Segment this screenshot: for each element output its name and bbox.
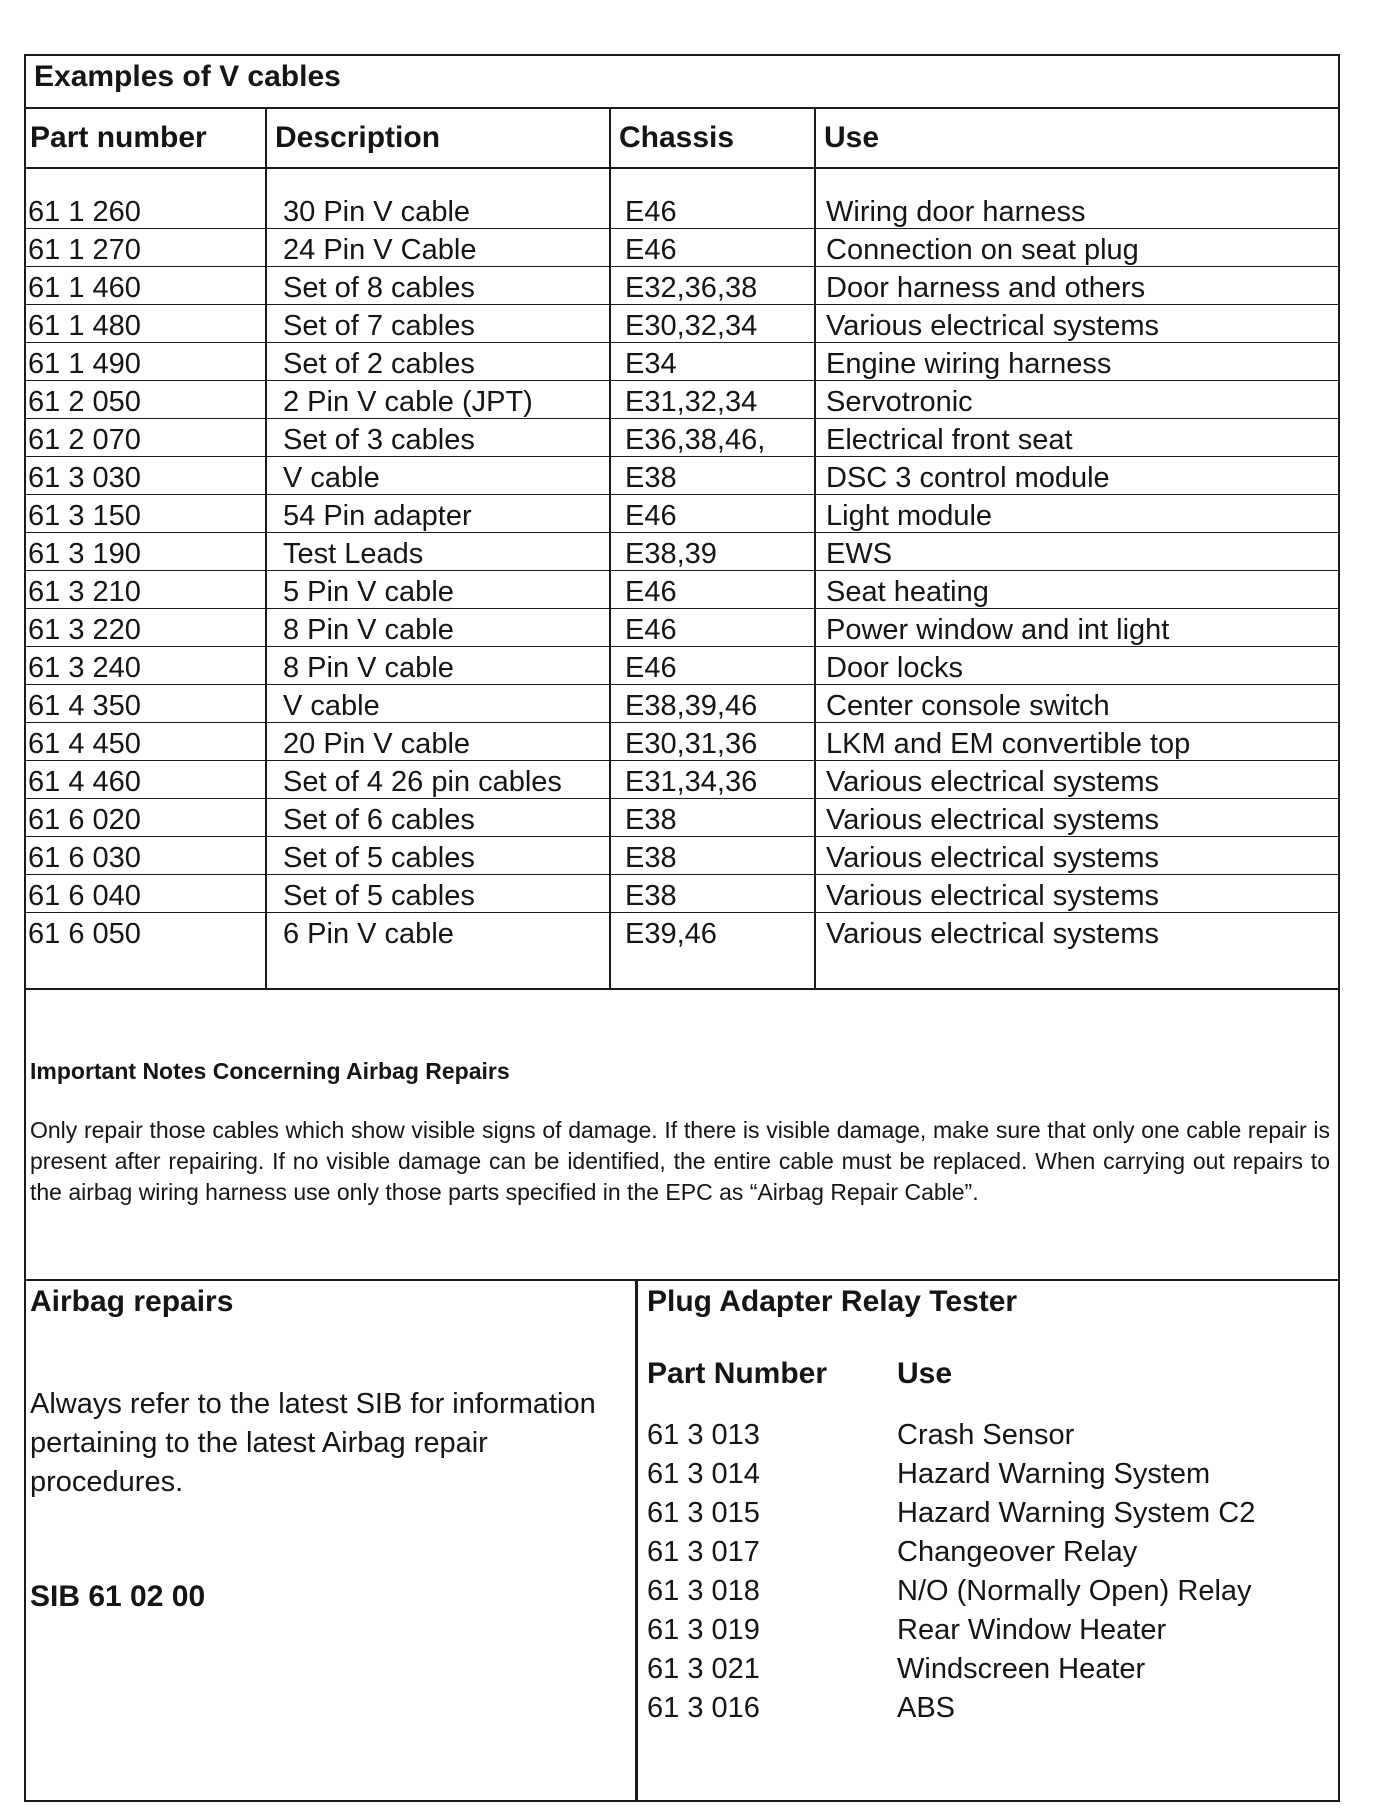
cell-chassis: E30,31,36 [610, 723, 815, 761]
spacer-row [26, 168, 1338, 191]
plug-adapter-header-row [647, 1357, 1255, 1419]
cell-description: Test Leads [266, 533, 610, 571]
cell-chassis: E36,38,46, [610, 419, 815, 457]
table-row [26, 609, 1338, 647]
cell-part-number: 61 3 016 [647, 1692, 760, 1724]
table-row [26, 723, 1338, 761]
airbag-repairs-panel [26, 1281, 638, 1802]
cell-part-number: 61 1 270 [26, 229, 266, 267]
v-cables-header-row [26, 109, 1338, 168]
cell-chassis: E38 [610, 837, 815, 875]
cell-description: V cable [266, 457, 610, 495]
table-row [647, 1614, 1255, 1653]
cell-part-number: 61 6 050 [28, 918, 141, 950]
notes-body: Only repair those cables which show visible signs of damage. If there is visible damage, make sure that only one cable repair is present after repairing. If no visible damage can be identified, the entire cable must be replaced. When carrying out repairs to the airbag wiring harness use only those parts specified in the EPC as “Airbag Repair Cable”. [30, 1117, 1330, 1205]
cell-part-number: 61 1 460 [26, 267, 266, 305]
cell-part-number: 61 4 350 [26, 685, 266, 723]
cell-part-number: 61 3 014 [647, 1458, 760, 1490]
cell-description: 6 Pin V cable [266, 913, 610, 951]
plug-adapter-heading: Plug Adapter Relay Tester [647, 1285, 1018, 1318]
cell-use: Crash Sensor [897, 1419, 1075, 1451]
cell-use: Door harness and others [815, 267, 1338, 305]
cell-part-number: 61 3 015 [647, 1497, 760, 1529]
cell-description: Set of 7 cables [266, 305, 610, 343]
airbag-repairs-text: Always refer to the latest SIB for information pertaining to the latest Airbag repair procedures. [30, 1388, 596, 1498]
cell-part-number: 61 3 018 [647, 1575, 760, 1607]
cell-part-number: 61 2 070 [26, 419, 266, 457]
cell-description: Set of 4 26 pin cables [266, 761, 610, 799]
cell-use: Various electrical systems [815, 875, 1338, 913]
cell-description: Set of 2 cables [266, 343, 610, 381]
cell-use: N/O (Normally Open) Relay [897, 1575, 1252, 1607]
cell-description: V cable [266, 685, 610, 723]
cell-chassis: E38,39,46 [610, 685, 815, 723]
cell-part-number: 61 2 050 [26, 381, 266, 419]
table-row [26, 875, 1338, 913]
table-row [647, 1497, 1255, 1536]
table-row [647, 1458, 1255, 1497]
cell-part-number: 61 3 013 [647, 1419, 760, 1451]
document-page [24, 54, 1340, 1802]
cell-chassis: E46 [610, 571, 815, 609]
cell-chassis: E32,36,38 [610, 267, 815, 305]
cell-part-number: 61 1 480 [26, 305, 266, 343]
cell-chassis: E46 [610, 191, 815, 229]
cell-chassis: E31,34,36 [610, 761, 815, 799]
cell-chassis: E34 [610, 343, 815, 381]
cell-use: Hazard Warning System C2 [897, 1497, 1256, 1529]
plug-adapter-panel [641, 1281, 1338, 1810]
table-row [26, 799, 1338, 837]
plug-adapter-table [647, 1357, 1255, 1731]
airbag-notes [30, 1056, 1330, 1208]
cell-use: Engine wiring harness [815, 343, 1338, 381]
cell-use: Seat heating [815, 571, 1338, 609]
table-row [26, 267, 1338, 305]
cell-use: Various electrical systems [815, 305, 1338, 343]
cell-description: Set of 5 cables [266, 837, 610, 875]
cell-use: DSC 3 control module [815, 457, 1338, 495]
notes-heading: Important Notes Concerning Airbag Repairs [30, 1058, 510, 1084]
cell-part-number: 61 3 220 [26, 609, 266, 647]
cell-part-number: 61 3 019 [647, 1614, 760, 1646]
cell-part-number: 61 3 150 [26, 495, 266, 533]
cell-use: Connection on seat plug [815, 229, 1338, 267]
table-row [647, 1419, 1255, 1458]
cell-part-number: 61 6 020 [26, 799, 266, 837]
cell-description: 30 Pin V cable [266, 191, 610, 229]
table-row [26, 685, 1338, 723]
cell-use: Windscreen Heater [897, 1653, 1146, 1685]
cell-chassis: E46 [610, 609, 815, 647]
cell-part-number: 61 3 021 [647, 1653, 760, 1685]
cell-part-number: 61 4 450 [26, 723, 266, 761]
v-cables-title: Examples of V cables [26, 56, 1338, 109]
column-header-use: Use [815, 109, 1338, 168]
cell-use: Various electrical systems [815, 799, 1338, 837]
cell-description: Set of 6 cables [266, 799, 610, 837]
cell-use: Various electrical systems [815, 913, 1338, 951]
cell-chassis: E46 [610, 229, 815, 267]
sib-reference: SIB 61 02 00 [30, 1580, 206, 1613]
cell-use: Various electrical systems [815, 761, 1338, 799]
cell-description: 8 Pin V cable [266, 647, 610, 685]
cell-use: EWS [815, 533, 1338, 571]
table-row [26, 837, 1338, 875]
airbag-repairs-heading: Airbag repairs [30, 1285, 234, 1318]
cell-use: Servotronic [815, 381, 1338, 419]
cell-chassis: E30,32,34 [610, 305, 815, 343]
column-header-description: Description [266, 109, 610, 168]
cell-chassis: E46 [610, 495, 815, 533]
column-header-use: Use [897, 1357, 953, 1390]
cell-part-number: 61 3 240 [26, 647, 266, 685]
cell-chassis: E46 [610, 647, 815, 685]
cell-description: 20 Pin V cable [266, 723, 610, 761]
cell-part-number: 61 6 030 [26, 837, 266, 875]
table-row [26, 457, 1338, 495]
table-row [647, 1575, 1255, 1614]
cell-chassis: E38,39 [610, 533, 815, 571]
cell-use: Changeover Relay [897, 1536, 1138, 1568]
cell-use: Various electrical systems [815, 837, 1338, 875]
cell-use: Electrical front seat [815, 419, 1338, 457]
column-header-chassis: Chassis [610, 109, 815, 168]
cell-chassis: E38 [610, 799, 815, 837]
cell-part-number: 61 6 040 [26, 875, 266, 913]
table-row [26, 761, 1338, 799]
cell-chassis: E31,32,34 [610, 381, 815, 419]
cell-description: 8 Pin V cable [266, 609, 610, 647]
table-row [26, 343, 1338, 381]
cell-description: 54 Pin adapter [266, 495, 610, 533]
cell-use: Light module [815, 495, 1338, 533]
cell-part-number: 61 3 210 [26, 571, 266, 609]
table-row [26, 495, 1338, 533]
spacer-row [26, 950, 1338, 989]
cell-description: Set of 8 cables [266, 267, 610, 305]
cell-part-number: 61 3 030 [26, 457, 266, 495]
table-row [26, 381, 1338, 419]
cell-part-number: 61 3 017 [647, 1536, 760, 1568]
cell-use: Power window and int light [815, 609, 1338, 647]
cell-description: 2 Pin V cable (JPT) [266, 381, 610, 419]
cell-part-number: 61 4 460 [26, 761, 266, 799]
cell-part-number: 61 1 260 [26, 191, 266, 229]
cell-chassis: E39,46 [610, 913, 815, 951]
table-row [26, 229, 1338, 267]
cell-use: Center console switch [815, 685, 1338, 723]
cell-chassis: E38 [610, 875, 815, 913]
table-row [26, 647, 1338, 685]
cell-use: Door locks [815, 647, 1338, 685]
cell-description: Set of 5 cables [266, 875, 610, 913]
cell-use: Hazard Warning System [897, 1458, 1211, 1490]
table-row [26, 571, 1338, 609]
table-row [647, 1692, 1255, 1731]
table-row [26, 419, 1338, 457]
table-row [26, 913, 1338, 951]
column-header-part-number: Part Number [647, 1357, 828, 1390]
table-row [26, 533, 1338, 571]
cell-use: Wiring door harness [815, 191, 1338, 229]
cell-description: 24 Pin V Cable [266, 229, 610, 267]
cell-part-number: 61 3 190 [26, 533, 266, 571]
table-row [647, 1653, 1255, 1692]
table-row [647, 1536, 1255, 1575]
column-header-part-number: Part number [26, 109, 266, 168]
bottom-section [26, 1279, 1338, 1802]
v-cables-table [26, 109, 1338, 990]
cell-use: ABS [897, 1692, 956, 1724]
cell-description: Set of 3 cables [266, 419, 610, 457]
cell-part-number: 61 1 490 [26, 343, 266, 381]
cell-use: Rear Window Heater [897, 1614, 1167, 1646]
table-row [26, 191, 1338, 229]
cell-use: LKM and EM convertible top [815, 723, 1338, 761]
table-row [26, 305, 1338, 343]
cell-description: 5 Pin V cable [266, 571, 610, 609]
cell-chassis: E38 [610, 457, 815, 495]
